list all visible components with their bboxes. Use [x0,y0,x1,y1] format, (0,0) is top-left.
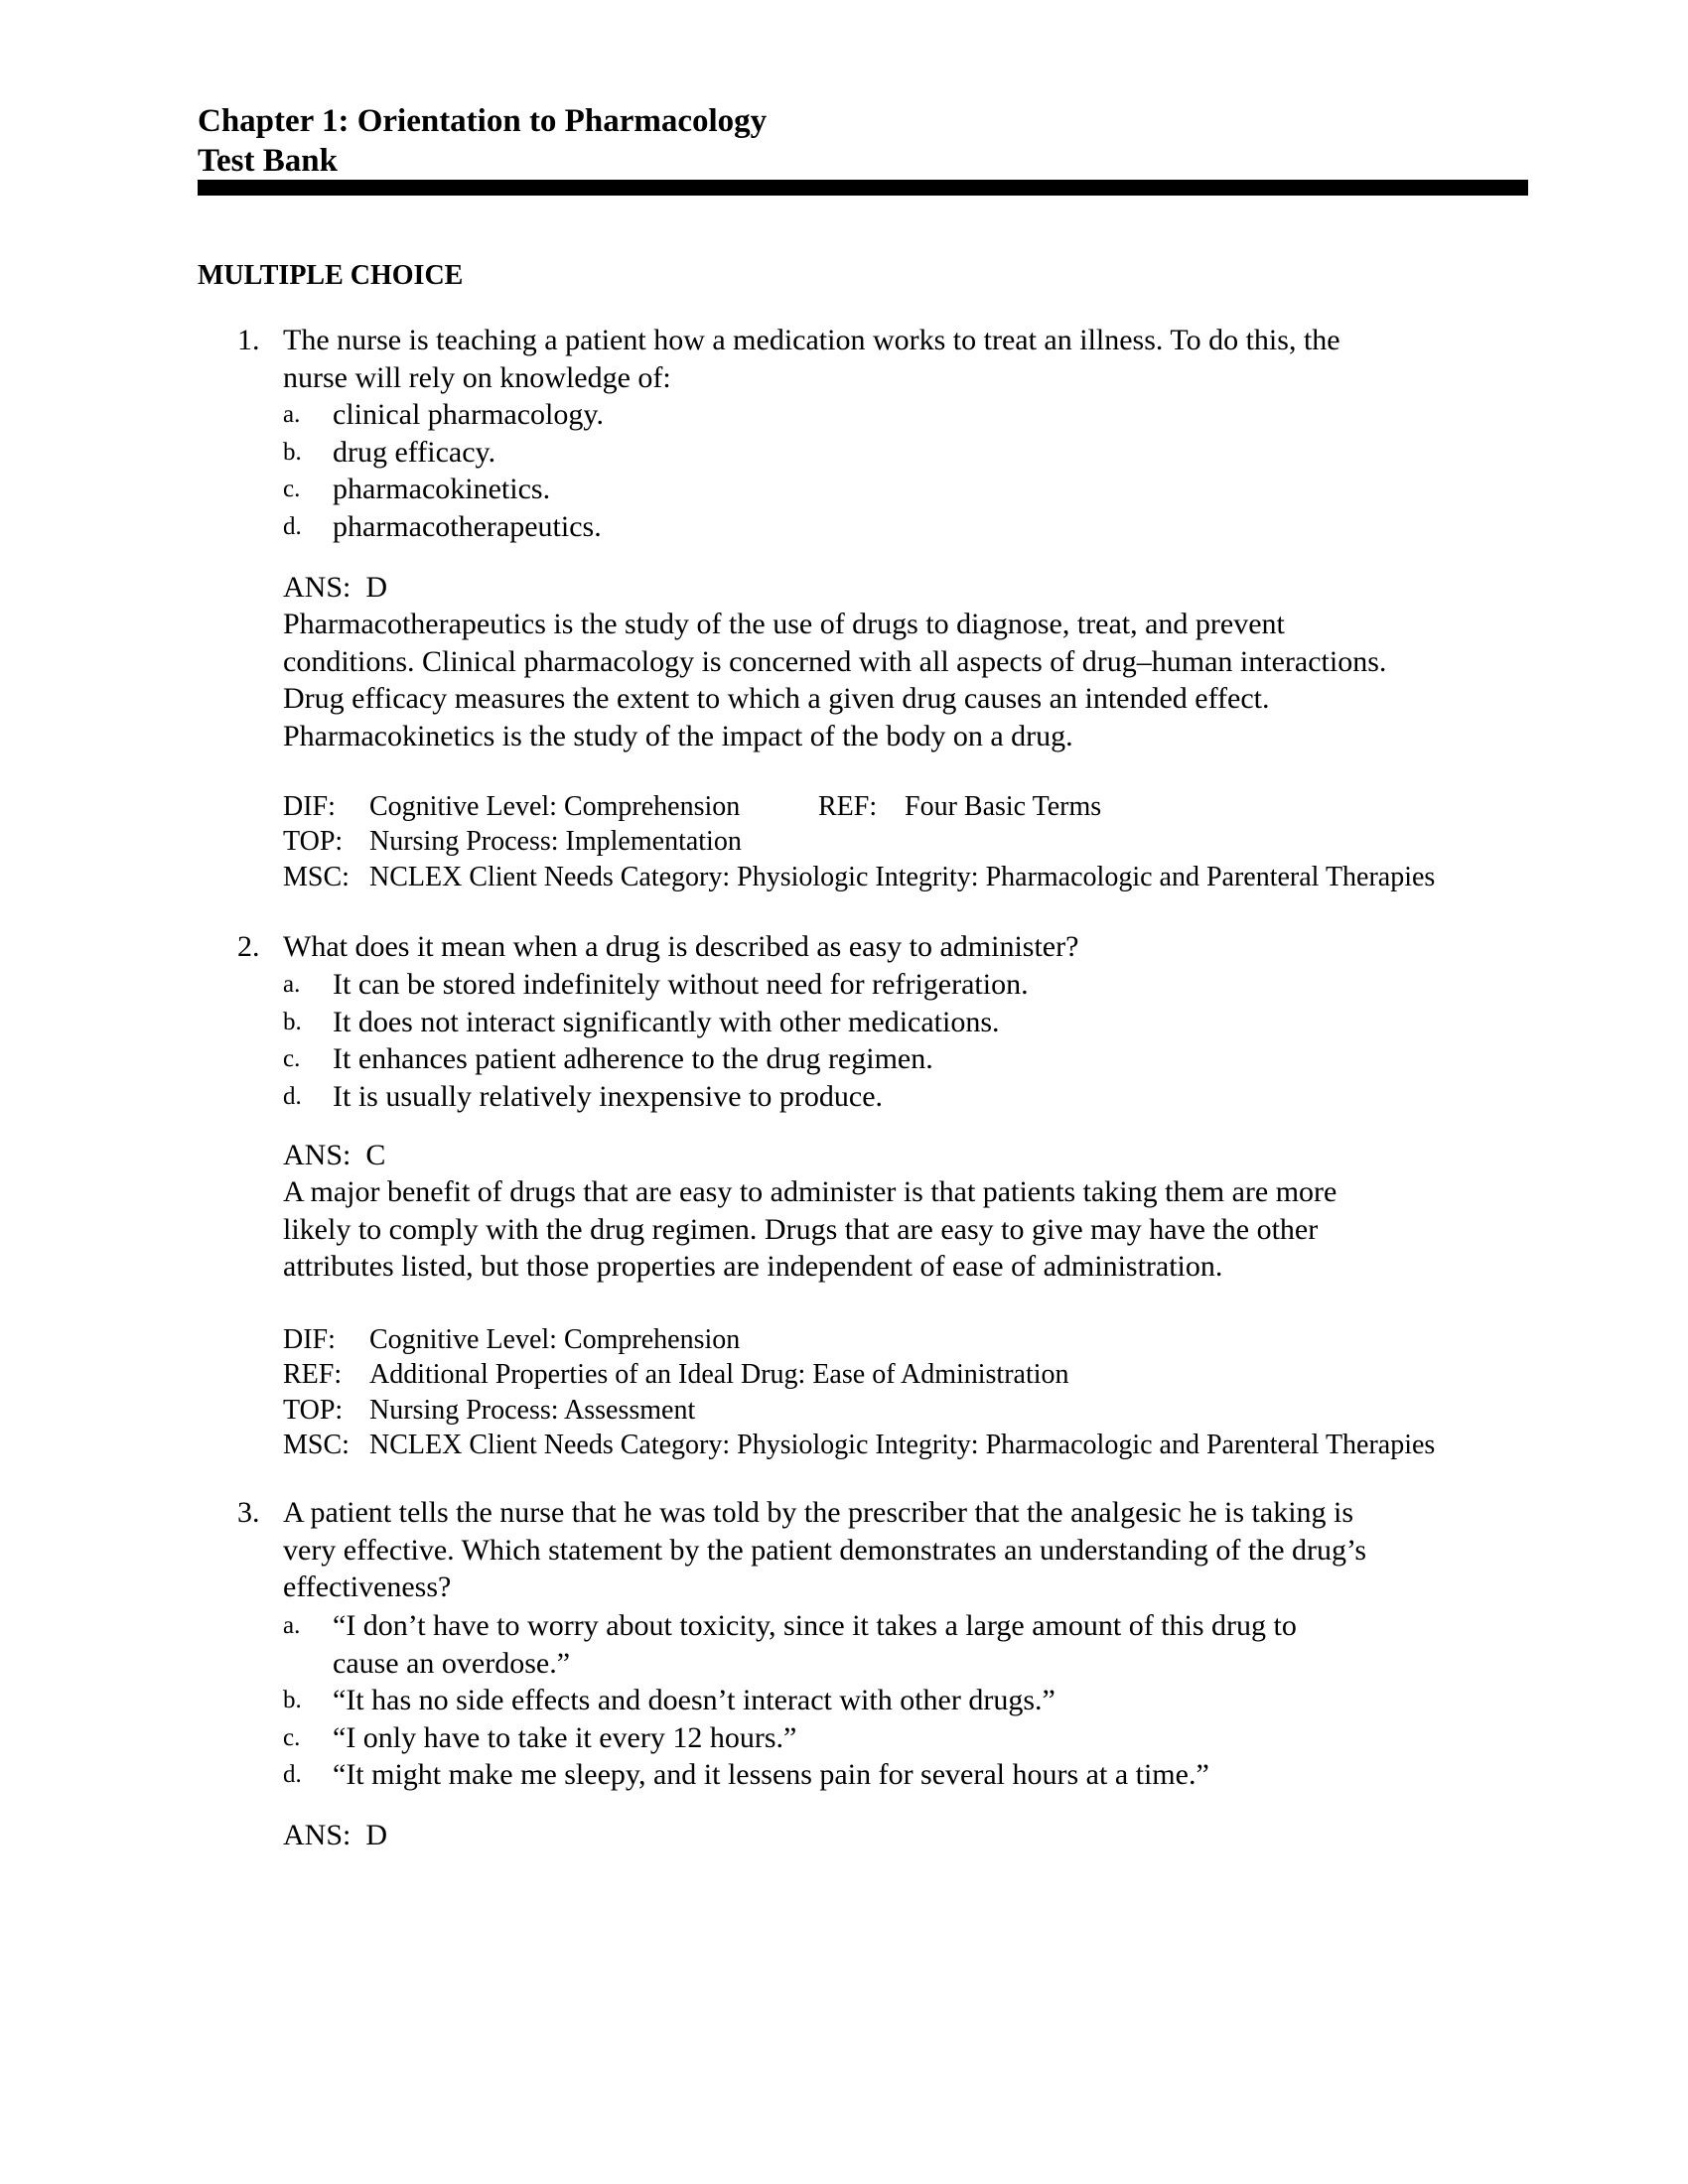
section-heading: MULTIPLE CHOICE [198,260,464,291]
option-letter: c. [283,476,301,502]
option-text: clinical pharmacology. [333,398,604,431]
option-a [283,396,604,434]
option-letter: a. [283,401,301,428]
top-value: Nursing Process: Implementation [369,826,742,858]
top-label: TOP: [283,1394,344,1426]
answer: ANS: C [283,1139,386,1171]
header-divider [198,180,1528,196]
dif-label: DIF: [283,791,336,822]
question-stem [283,322,1340,396]
option-letter: b. [283,438,302,466]
stem-line: What does it mean when a drug is described as easy to administer? [283,930,1079,963]
option-text: “It might make me sleepy, and it lessens pain for several hours at a time.” [333,1758,1209,1791]
option-c [283,471,604,508]
explanation [283,606,1386,754]
explanation-line: Pharmacokinetics is the study of the impact of the body on a drug. [283,719,1073,752]
options-list [283,966,1029,1115]
option-text: pharmacotherapeutics. [333,509,602,543]
option-text: It can be stored indefinitely without need for refrigeration. [333,968,1029,1001]
option-letter: d. [283,512,302,540]
option-text: drug efficacy. [333,435,496,469]
ref-label: REF: [818,791,878,822]
option-letter: c. [283,1045,301,1072]
option-letter: d. [283,1761,302,1788]
question-number: 3. [237,1496,260,1529]
option-text: It is usually relatively inexpensive to produce. [333,1079,884,1113]
question-stem [283,1494,1366,1606]
question-number: 2. [237,930,260,963]
dif-value: Cognitive Level: Comprehension [369,1324,741,1355]
msc-label: MSC: [283,1430,350,1461]
ref-value: Four Basic Terms [905,791,1102,822]
answer: ANS: D [283,571,388,604]
option-text: cause an overdose.” [333,1646,571,1680]
option-c [283,1719,1297,1757]
ref-value: Additional Properties of an Ideal Drug: Ease of Administration [369,1359,1069,1391]
explanation-line: Drug efficacy measures the extent to which a given drug causes an intended effect. [283,682,1270,715]
option-a [283,966,1029,1004]
option-b [283,434,604,472]
test-bank-subtitle: Test Bank [198,143,338,179]
msc-value: NCLEX Client Needs Category: Physiologic Integrity: Pharmacologic and Parenteral Therapies [369,861,1436,892]
option-d [283,1078,1029,1116]
stem-line: nurse will rely on knowledge of: [283,360,671,394]
stem-line: effectiveness? [283,1570,452,1603]
option-letter: a. [283,971,301,998]
question-number: 1. [237,324,260,356]
option-d [283,508,604,546]
explanation-line: Pharmacotherapeutics is the study of the use of drugs to diagnose, treat, and prevent [283,608,1285,640]
chapter-title: Chapter 1: Orientation to Pharmacology [198,103,768,139]
answer: ANS: D [283,1819,388,1851]
option-letter: a. [283,1612,301,1639]
stem-line: very effective. Which statement by the patient demonstrates an understanding of the drug’s [283,1533,1367,1567]
dif-label: DIF: [283,1324,336,1355]
stem-line: The nurse is teaching a patient how a medication works to treat an illness. To do this, the [283,324,1340,356]
question-stem [283,928,1078,966]
option-c [283,1040,1029,1078]
option-letter: c. [283,1723,301,1751]
option-text: “I don’t have to worry about toxicity, since it takes a large amount of this drug to [333,1609,1297,1642]
explanation-line: likely to comply with the drug regimen. Drugs that are easy to give may have the other [283,1212,1319,1246]
stem-line: A patient tells the nurse that he was told by the prescriber that the analgesic he is taking is [283,1496,1354,1529]
option-letter: b. [283,1008,302,1035]
explanation-line: attributes listed, but those properties are independent of ease of administration. [283,1250,1223,1283]
explanation [283,1173,1336,1286]
option-text: “I only have to take it every 12 hours.” [333,1720,797,1754]
top-value: Nursing Process: Assessment [369,1394,696,1426]
msc-value: NCLEX Client Needs Category: Physiologic Integrity: Pharmacologic and Parenteral Therapies [369,1430,1436,1461]
option-letter: b. [283,1687,302,1713]
top-label: TOP: [283,826,344,858]
explanation-line: conditions. Clinical pharmacology is concerned with all aspects of drug–human interactions. [283,644,1387,678]
option-text: pharmacokinetics. [333,473,551,505]
option-text: It enhances patient adherence to the drug regimen. [333,1042,933,1075]
option-a [283,1607,1297,1682]
explanation-line: A major benefit of drugs that are easy to administer is that patients taking them are more [283,1175,1337,1208]
option-b [283,1004,1029,1041]
option-text: “It has no side effects and doesn’t interact with other drugs.” [333,1684,1055,1716]
msc-label: MSC: [283,861,350,892]
option-b [283,1682,1297,1719]
dif-value: Cognitive Level: Comprehension [369,791,741,822]
option-text: It does not interact significantly with other medications. [333,1005,1000,1038]
option-letter: d. [283,1082,302,1110]
options-list [283,396,604,545]
ref-label: REF: [283,1359,343,1391]
option-d [283,1756,1297,1794]
options-list [283,1607,1297,1794]
